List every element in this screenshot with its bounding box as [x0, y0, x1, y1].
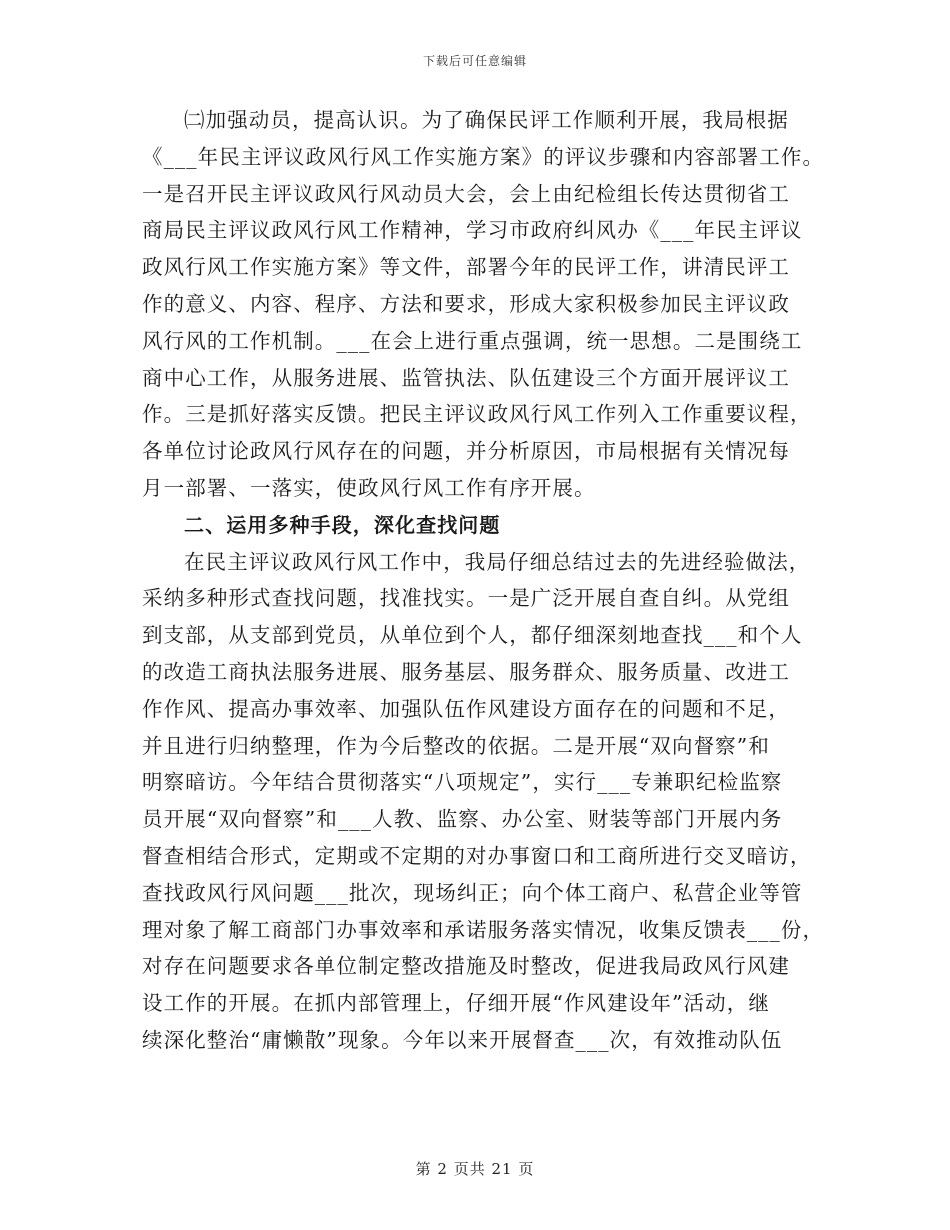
paragraph-line: 到支部，从支部到党员，从单位到个人，都仔细深刻地查找___和个人	[142, 623, 803, 648]
paragraph-line: 采纳多种形式查找问题，找准找实。一是广泛开展自查自纠。从党组	[142, 586, 790, 611]
paragraph-line: 查找政风行风问题___批次，现场纠正；向个体工商户、私营企业等管	[142, 880, 803, 905]
paragraph-line: 设工作的开展。在抓内部管理上，仔细开展“作风建设年”活动，继	[142, 991, 770, 1016]
paragraph-line: 商中心工作，从服务进展、监管执法、队伍建设三个方面开展评议工	[142, 365, 790, 390]
paragraph-line: 理对象了解工商部门办事效率和承诺服务落实情况，收集反馈表___份，	[142, 917, 825, 942]
paragraph-line: 作。三是抓好落实反馈。把民主评议政风行风工作列入工作重要议程，	[142, 402, 812, 427]
paragraph-line: 明察暗访。今年结合贯彻落实“八项规定”，实行___专兼职纪检监察	[142, 770, 783, 795]
paragraph-line: 作作风、提高办事效率、加强队伍作风建设方面存在的问题和不足，	[142, 696, 790, 721]
paragraph-line: 的改造工商执法服务进展、服务基层、服务群众、服务质量、改进工	[142, 659, 790, 684]
paragraph-line: 政风行风工作实施方案》等文件，部署今年的民评工作，讲清民评工	[142, 255, 790, 280]
page-footer: 第 2 页共 21 页	[415, 1160, 535, 1178]
paragraph-line: 并且进行归纳整理，作为今后整改的依据。二是开展“双向督察”和	[142, 733, 770, 758]
paragraph-line: 对存在问题要求各单位制定整改措施及时整改，促进我局政风行风建	[142, 954, 790, 979]
paragraph-line: 风行风的工作机制。___在会上进行重点强调，统一思想。二是围绕工	[142, 328, 803, 353]
paragraph-line: 作的意义、内容、程序、方法和要求，形成大家积极参加民主评议政	[142, 291, 790, 316]
paragraph-line: 员开展“双向督察”和___人教、监察、办公室、财装等部门开展内务	[142, 807, 783, 832]
section-heading: 二、运用多种手段，深化查找问题	[184, 512, 501, 537]
paragraph-line: 各单位讨论政风行风存在的问题，并分析原因，市局根据有关情况每	[142, 439, 790, 464]
paragraph-line: 月一部署、一落实，使政风行风工作有序开展。	[142, 475, 596, 500]
paragraph-line: 《___年民主评议政风行风工作实施方案》的评议步骤和内容部署工作。	[142, 144, 825, 169]
document-body	[142, 102, 825, 1059]
paragraph-line: 一是召开民主评议政风行风动员大会，会上由纪检组长传达贯彻省工	[142, 181, 790, 206]
paragraph-line: 督查相结合形式，定期或不定期的对办事窗口和工商所进行交叉暗访，	[142, 843, 812, 868]
paragraph-line: ㈡加强动员，提高认识。为了确保民评工作顺利开展，我局根据	[184, 108, 789, 132]
page-header: 下载后可任意编辑	[422, 54, 527, 68]
paragraph-line: 在民主评议政风行风工作中，我局仔细总结过去的先进经验做法，	[184, 549, 811, 574]
paragraph-line: 续深化整治“庸懒散”现象。今年以来开展督查___次，有效推动队伍	[142, 1027, 783, 1052]
paragraph-line: 商局民主评议政风行风工作精神，学习市政府纠风办《___年民主评议	[142, 218, 803, 243]
